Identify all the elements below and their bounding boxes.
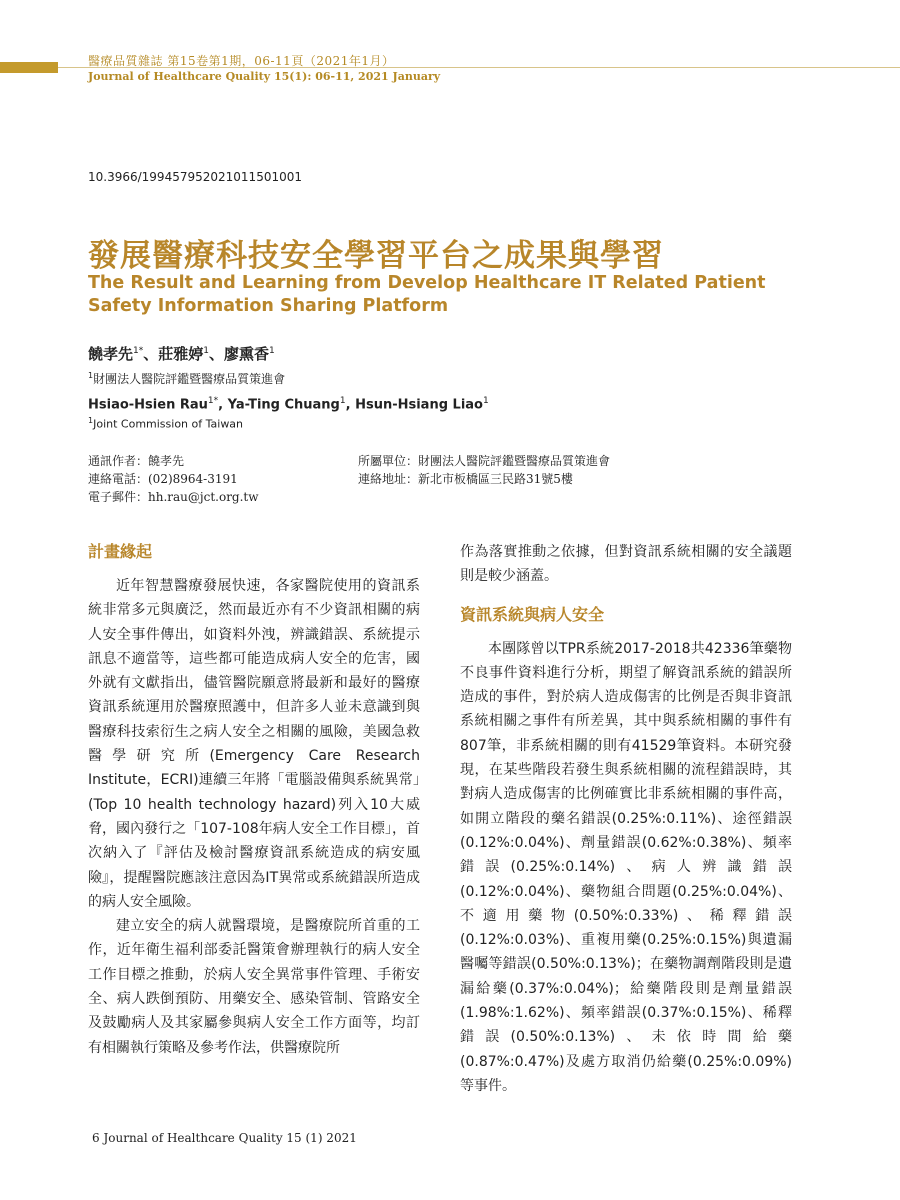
- author-separator: ,: [345, 397, 356, 413]
- author-name: 饒孝先: [88, 345, 134, 363]
- paragraph: 近年智慧醫療發展快速，各家醫院使用的資訊系統非常多元與廣泛，然而最近亦有不少資訊相關的病人安全事件傳出，如資料外洩，辨識錯誤、系統提示訊息不適當等，這些都可能造成病人安全的危害，國外就有文獻指出，儘管醫院願意將最新和最好的醫療資訊系統運用於醫療照護中，但許多人並未意識到與醫療科技索衍生之病人安全之相關的風險，美國急救醫學研究所(Emergency Care Research Institute，ECRI)連續三年將「電腦設備與系統異常」(Top 10 health technology hazard)列入10大威脅，國內發行之「107-108年病人安全工作目標」，首次納入了『評估及檢討醫療資訊系統造成的病安風險』，提醒醫院應該注意因為IT異常或系統錯誤所造成的病人安全風險。: [88, 578, 420, 910]
- author-marker: 1: [482, 396, 489, 406]
- paragraph-continued: 作為落實推動之依據，但對資訊系統相關的安全議題則是較少涵蓋。: [460, 544, 792, 585]
- affiliation-zh: [88, 370, 285, 387]
- page-footer: 6 Journal of Healthcare Quality 15 (1) 2021: [92, 1131, 357, 1145]
- affiliation-en: [88, 416, 243, 431]
- author-name: 廖熏香: [224, 345, 270, 363]
- author-name: Hsun-Hsiang Liao: [355, 397, 483, 413]
- contact-unit: 所屬單位：財團法人醫院評鑑暨醫療品質策進會: [358, 454, 611, 468]
- corresponding-author: 通訊作者：饒孝先: [88, 454, 185, 468]
- author-separator: 、: [143, 345, 159, 363]
- author-marker: 1: [203, 346, 210, 356]
- contact-right: [358, 452, 610, 488]
- author-marker: 1: [339, 396, 346, 406]
- author-marker: 1: [269, 346, 275, 356]
- doi[interactable]: 10.3966/199457952021011501001: [88, 170, 302, 184]
- title-zh: 發展醫療科技安全學習平台之成果與學習: [88, 238, 664, 274]
- journal-header-en: Journal of Healthcare Quality 15(1): 06-11, 2021 January: [88, 70, 441, 83]
- contact-address: 連絡地址：新北市板橋區三民路31號5樓: [358, 472, 573, 486]
- affiliation-marker: 1: [88, 371, 94, 380]
- section-heading: 計畫緣起: [88, 542, 153, 561]
- contact-email[interactable]: 電子郵件：hh.rau@jct.org.tw: [88, 490, 259, 504]
- author-marker: 1*: [207, 396, 219, 406]
- header-accent-bar: [0, 62, 58, 73]
- authors-zh: [88, 343, 275, 364]
- body-column-right: [460, 540, 792, 1098]
- journal-header: [88, 52, 440, 83]
- author-name: Hsiao-Hsien Rau: [88, 397, 208, 413]
- author-name: Ya-Ting Chuang: [227, 397, 340, 413]
- journal-header-zh: 醫療品質雜誌 第15卷第1期，06-11頁（2021年1月）: [88, 54, 395, 68]
- title-en: The Result and Learning from Develop Healthcare IT Related Patient Safety Information Sharing Platform: [88, 273, 766, 316]
- affiliation-marker: 1: [88, 416, 94, 425]
- contact-left: [88, 452, 259, 506]
- contact-phone: 連絡電話：(02)8964-3191: [88, 472, 238, 486]
- authors-en: [88, 396, 489, 412]
- affiliation-text: 財團法人醫院評鑑暨醫療品質策進會: [93, 372, 286, 386]
- body-column-left: [88, 540, 420, 1060]
- section-gap: [460, 589, 792, 603]
- affiliation-text: Joint Commission of Taiwan: [93, 417, 244, 431]
- section-heading: 資訊系統與病人安全: [460, 604, 605, 624]
- paragraph: 本團隊曾以TPR系統2017-2018共42336筆藥物不良事件資料進行分析，期望了解資訊系統的錯誤所造成的事件，對於病人造成傷害的比例是否與非資訊系統相關之事件有所差異，其中與系統相關的事件有807筆，非系統相關的則有41529筆資料。本研究發現，在某些階段若發生與系統相關的流程錯誤時，其對病人造成傷害的比例確實比非系統相關的事件高，如開立階段的藥名錯誤(0.25%:0.11%)、途徑錯誤(0.12%:0.04%)、劑量錯誤(0.62%:0.38%)、頻率錯誤(0.25%:0.14%)、病人辨識錯誤(0.12%:0.04%)、藥物組合問題(0.25%:0.04%)、不適用藥物(0.50%:0.33%)、稀釋錯誤(0.12%:0.03%)、重複用藥(0.25%:0.15%)與遺漏醫囑等錯誤(0.50%:0.13%)；在藥物調劑階段則是遺漏給藥(0.37%:0.04%)；給藥階段則是劑量錯誤(1.98%:1.62%)、頻率錯誤(0.37%:0.15%)、稀釋錯誤(0.50%:0.13%)、未依時間給藥(0.87%:0.47%)及處方取消仍給藥(0.25%:0.09%)等事件。: [460, 640, 792, 1094]
- paragraph: 建立安全的病人就醫環境，是醫療院所首重的工作，近年衛生福利部委託醫策會辦理執行的病人安全工作目標之推動，於病人安全異常事件管理、手術安全、病人跌倒預防、用藥安全、感染管制、管路安全及鼓勵病人及其家屬參與病人安全工作方面等，均訂有相關執行策略及參考作法，供醫療院所: [88, 918, 420, 1056]
- author-name: 莊雅婷: [158, 345, 204, 363]
- author-separator: ,: [218, 397, 228, 413]
- author-separator: 、: [209, 345, 225, 363]
- author-marker: 1*: [133, 346, 144, 356]
